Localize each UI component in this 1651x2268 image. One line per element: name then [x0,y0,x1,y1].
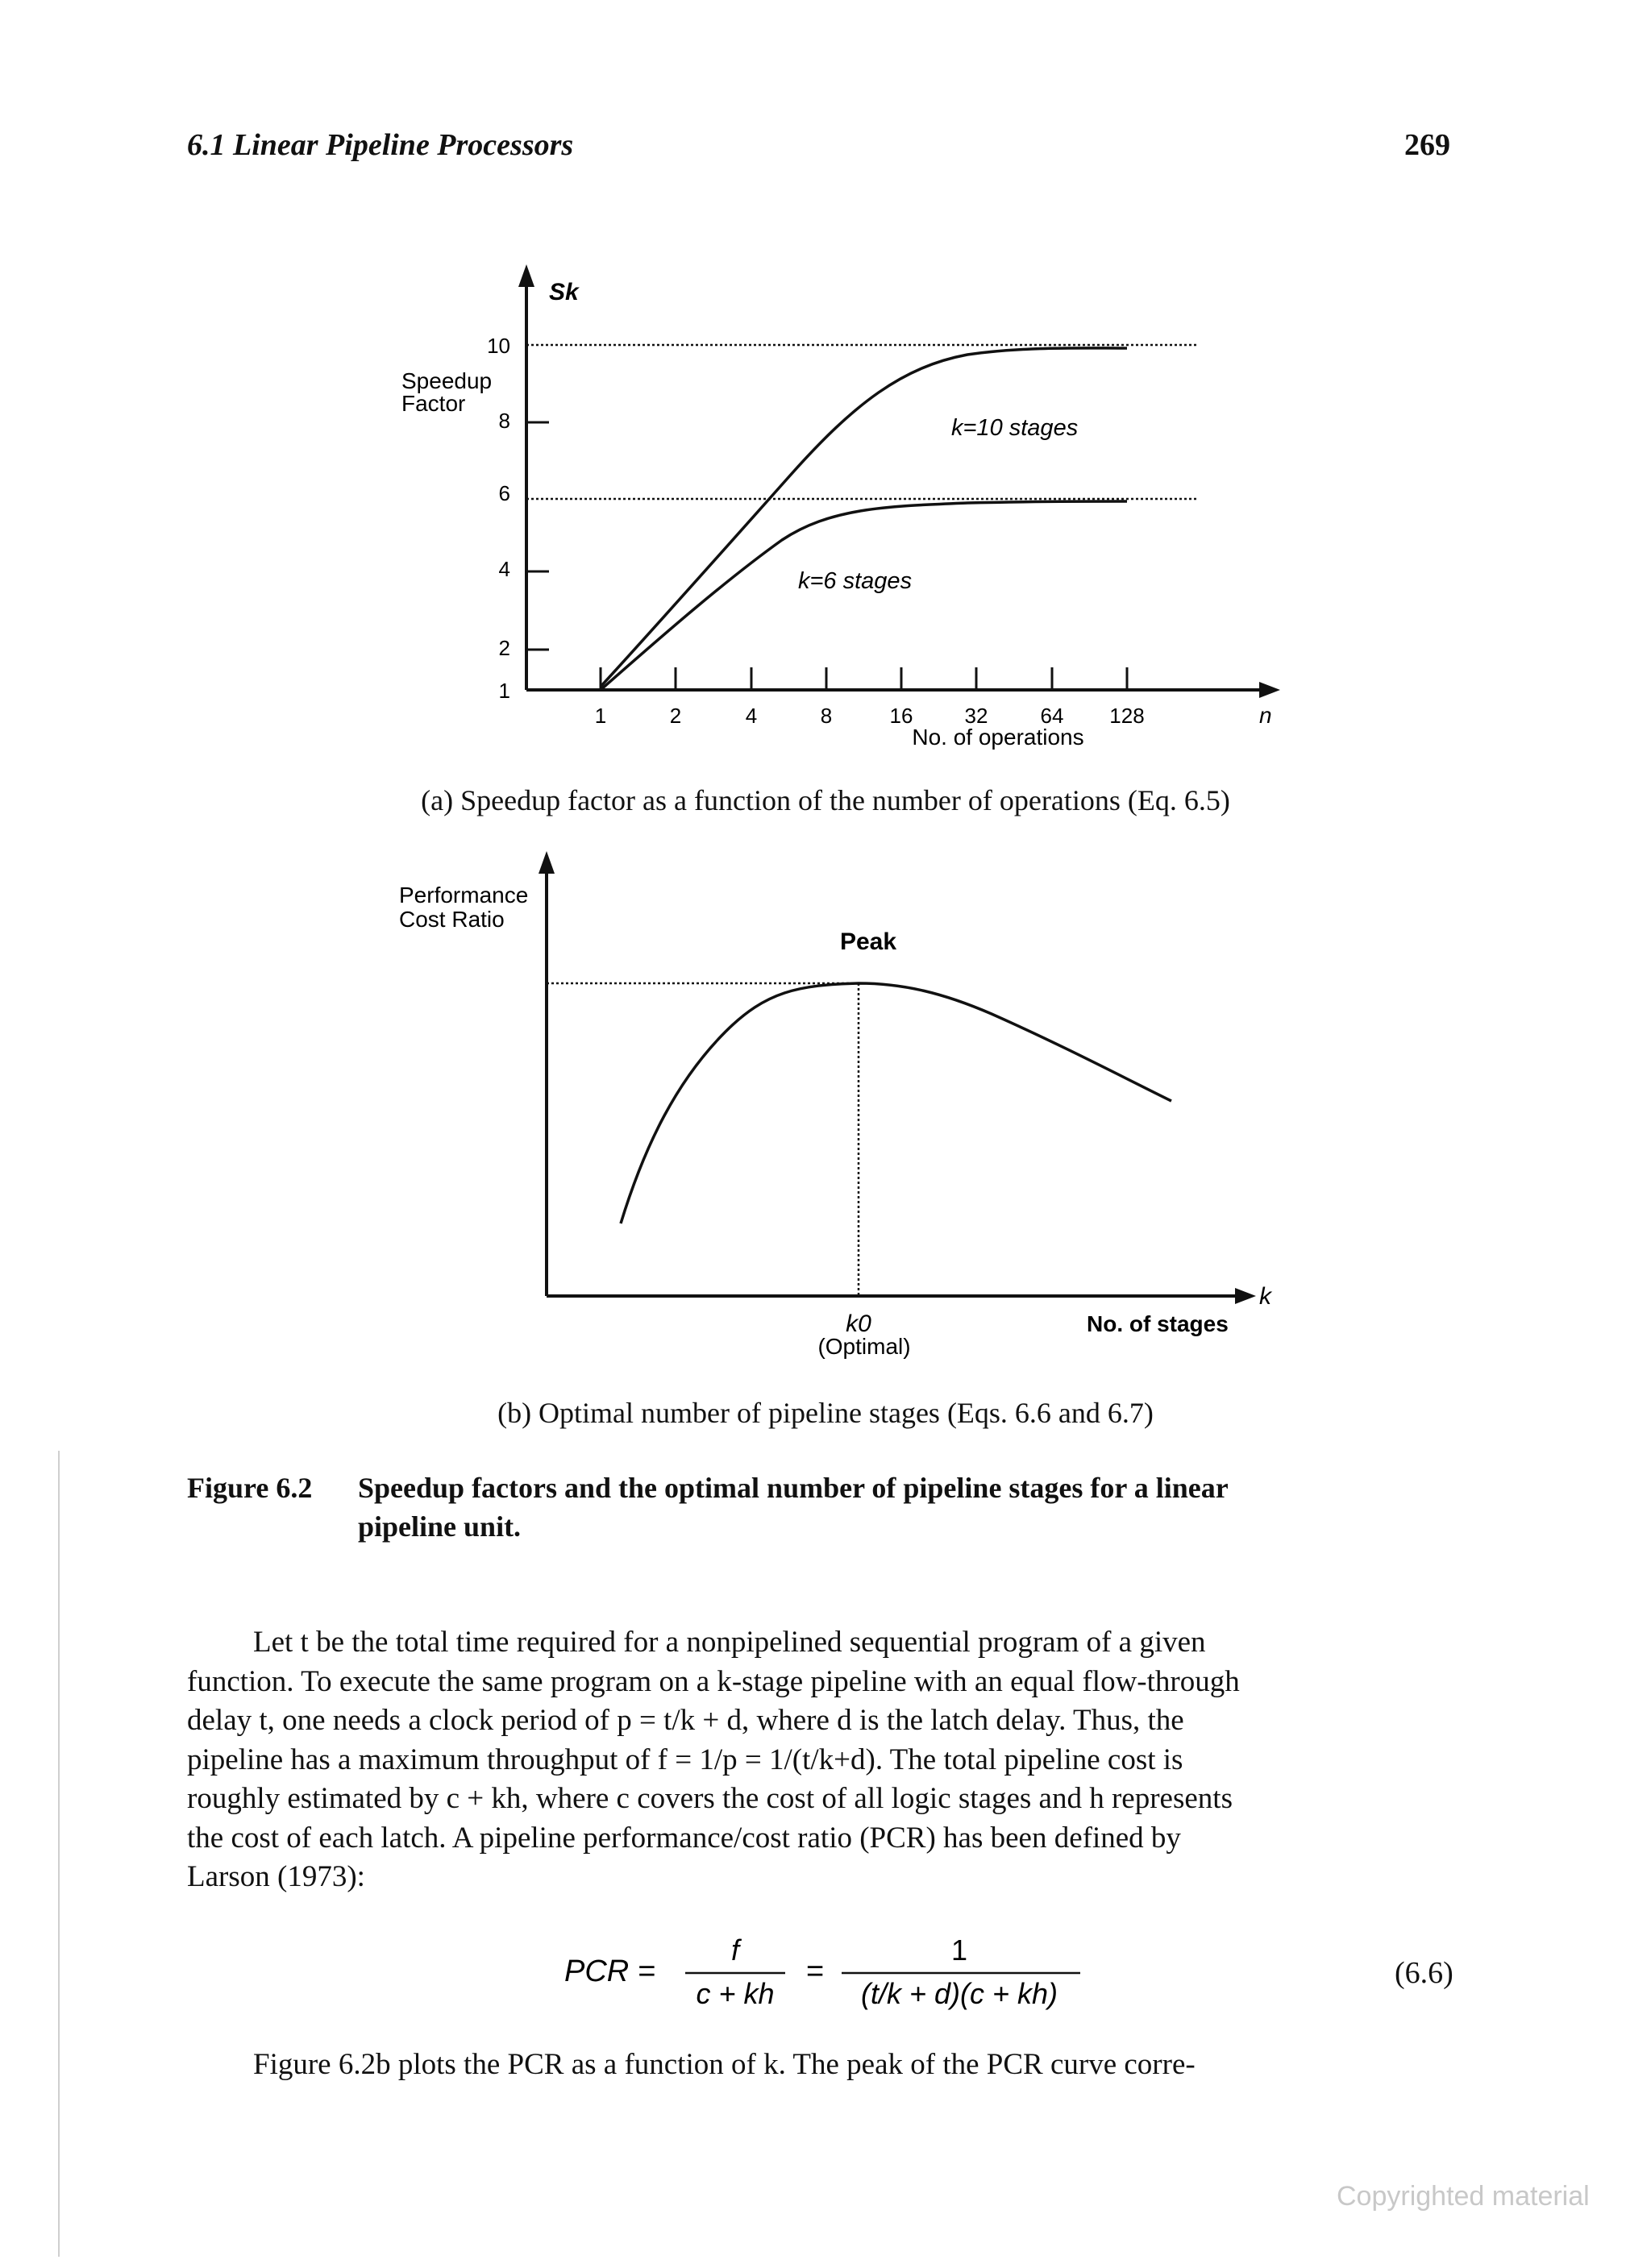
figure-b-pcr-chart [0,838,1651,1386]
paragraph-line: the cost of each latch. A pipeline performance/cost ratio (PCR) has been defined by [187,1821,1181,1855]
series-k6-curve [601,501,1127,690]
y-axis-label-line1: Speedup [401,368,493,393]
figure-b-caption: (b) Optimal number of pipeline stages (Eqs. 6.6 and 6.7) [497,1397,1154,1429]
x-axis-symbol: k [1259,1283,1271,1310]
running-header-section: 6.1 Linear Pipeline Processors [187,128,574,162]
figure-title-line2: pipeline unit. [358,1510,522,1543]
x-tick-label-1: 1 [594,704,607,728]
pcr-curve [621,983,1171,1223]
x-tick-label-8: 8 [820,704,833,728]
x-tick-label-64: 64 [1040,704,1064,728]
y-tick-label-8: 8 [498,409,510,433]
y-axis-label-line1: Performance [399,883,529,908]
y-tick-label-10: 10 [487,334,510,358]
x-tick-label-16: 16 [889,704,913,728]
fraction1-numerator: f [730,1934,740,1967]
x-axis-symbol: n [1259,703,1272,728]
y-axis-arrow [518,264,534,287]
figure-number: Figure 6.2 [187,1472,313,1504]
figure-title-line1: Speedup factors and the optimal number of pipeline stages for a linear [358,1472,1229,1504]
paragraph-line: roughly estimated by c + kh, where c covers the cost of all logic stages and h represents [187,1782,1233,1815]
x-ticks [601,667,1127,690]
paragraph-line: function. To execute the same program on a k-stage pipeline with an equal flow-through [187,1664,1240,1698]
label-k10-stages: k=10 stages [951,415,1079,441]
y-axis-arrow [539,851,555,874]
paragraph-line: Larson (1973): [187,1860,365,1893]
figure-title [187,1468,1469,1546]
paragraph-line: pipeline has a maximum throughput of f = 1/p = 1/(t/k+d). The total pipeline cost is [187,1743,1183,1776]
y-tick-label-6: 6 [498,481,510,505]
paragraph-line: Figure 6.2b plots the PCR as a function of k. The peak of the PCR curve corre- [253,2048,1196,2081]
page-number: 269 [1404,128,1450,162]
y-axis-label-line2: Cost Ratio [399,907,505,932]
figure-a-speedup-chart [0,0,1651,822]
copyright-watermark: Copyrighted material [1337,2181,1590,2212]
equation-lhs: PCR = [564,1954,655,1988]
fraction2-numerator: 1 [950,1934,968,1967]
x-axis-label: No. of operations [912,725,1084,750]
body-paragraph [187,1623,1469,1897]
y-tick-label-2: 2 [498,636,510,660]
k0-label: k0 [846,1311,871,1337]
x-axis-label: No. of stages [1087,1311,1229,1336]
equation-equals: = [806,1954,825,1988]
continued-line [187,2046,1469,2084]
paragraph-line: delay t, one needs a clock period of p = t/k + d, where d is the latch delay. Thus, the [187,1704,1184,1737]
fraction1-denominator: c + kh [696,1977,775,2010]
fraction2-denominator: (t/k + d)(c + kh) [860,1977,1058,2010]
x-tick-label-32: 32 [964,704,988,728]
figure-a-caption: (a) Speedup factor as a function of the number of operations (Eq. 6.5) [421,784,1230,816]
x-axis-arrow [1235,1288,1256,1304]
y-axis-label-line2: Factor [401,391,466,416]
x-tick-label-4: 4 [745,704,758,728]
x-tick-label-2: 2 [669,704,682,728]
series-k10-curve [601,348,1127,687]
y-tick-label-4: 4 [498,557,510,581]
scan-margin-rule [58,1451,60,2257]
equation-number: (6.6) [1395,1956,1453,1990]
paragraph-line: Let t be the total time required for a nonpipelined sequential program of a given [253,1626,1206,1659]
label-k6-stages: k=6 stages [798,568,913,594]
y-tick-label-1: 1 [498,679,510,703]
y-axis-symbol: Sk [549,279,579,305]
peak-label: Peak [839,928,897,955]
pcr-equation [524,1926,1137,2015]
x-axis-arrow [1259,682,1280,698]
optimal-label: (Optimal) [817,1334,911,1359]
x-tick-label-128: 128 [1109,704,1145,728]
